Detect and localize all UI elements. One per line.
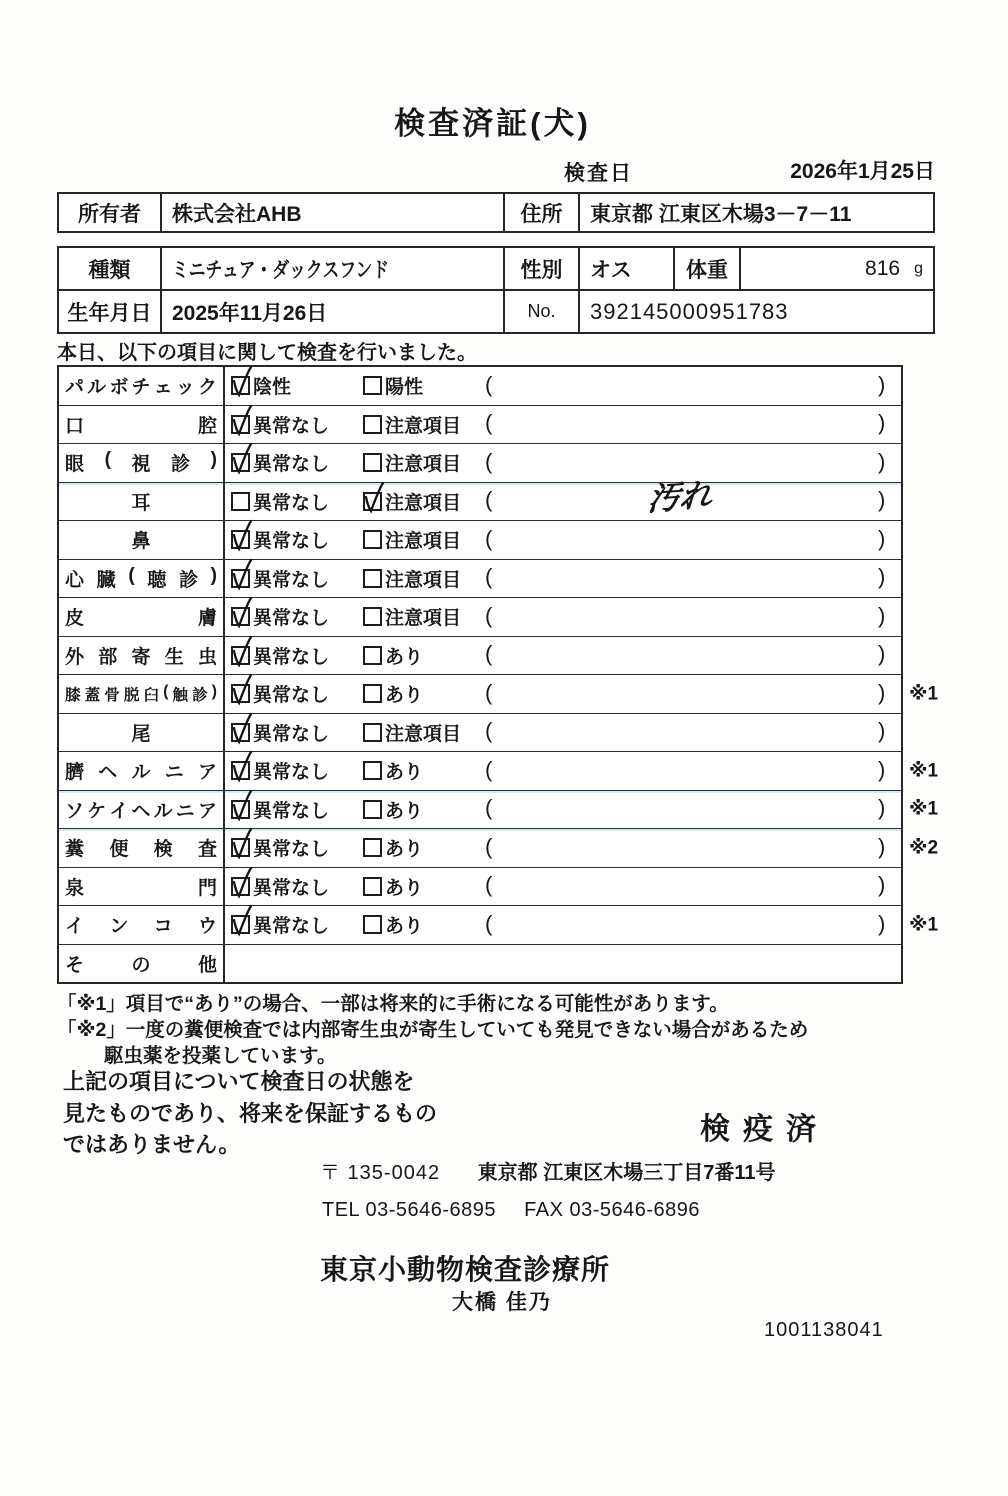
owner-row — [59, 194, 933, 231]
item-label: 眼 ( 視 診 ) — [65, 449, 217, 476]
checkbox — [231, 800, 250, 819]
option-present: あり — [363, 791, 423, 829]
address-value: 東京都 江東区木場3－7－11 — [578, 194, 851, 231]
paren-close: ) — [878, 602, 886, 628]
option-caution: 注意項目 — [363, 521, 461, 559]
handwritten-note — [515, 515, 845, 553]
option-normal: 異常なし — [231, 868, 329, 906]
handwritten-note — [515, 669, 845, 707]
option-present: あり — [363, 868, 423, 906]
option-present: あり — [363, 675, 423, 713]
paren-open: ( — [485, 641, 493, 667]
checkbox — [363, 492, 382, 511]
birth-label: 生年月日 — [67, 301, 152, 325]
weight-label: 体重 — [673, 248, 739, 289]
checkbox — [363, 607, 382, 626]
intro-sentence: 本日、以下の項目に関して検査を行いました。 — [57, 342, 477, 364]
tel-fax-line — [322, 1199, 700, 1222]
weight-value — [739, 248, 933, 289]
clinic-address-line — [320, 1156, 775, 1185]
checklist-row-inkou — [59, 905, 939, 944]
paren-open: ( — [485, 371, 493, 397]
disclaimer: 上記の項目について検査日の状態を 見たものであり、将来を保証するもの ではありません。 — [63, 1069, 438, 1157]
paren-close: ) — [878, 910, 886, 936]
paren-open: ( — [485, 756, 493, 782]
option-normal: 異常なし — [231, 675, 329, 713]
handwritten-note — [515, 361, 845, 399]
checkbox — [231, 569, 250, 588]
checkbox — [231, 915, 250, 934]
checkbox — [231, 877, 250, 896]
checkbox — [363, 684, 382, 703]
option-normal: 異常なし — [231, 906, 329, 944]
paren-open: ( — [485, 718, 493, 744]
breed-label: 種類 — [88, 258, 131, 282]
option-normal: 異常なし — [231, 829, 329, 867]
number-value: 392145000951783 — [578, 291, 789, 332]
check-mark-icon — [361, 480, 387, 516]
paren-close: ) — [878, 448, 886, 474]
weight-unit: g — [914, 259, 923, 277]
option-positive: 陽性 — [363, 367, 423, 405]
checkbox — [231, 453, 250, 472]
paren-open: ( — [485, 910, 493, 936]
handwritten-note: 汚れ — [645, 475, 714, 519]
item-label: 口 腔 — [65, 415, 217, 437]
option-present: あり — [363, 906, 423, 944]
checkbox — [363, 569, 382, 588]
checkbox — [231, 415, 250, 434]
address-label: 住所 — [503, 194, 578, 231]
option-caution: 注意項目 — [363, 444, 461, 482]
breed-row — [59, 248, 933, 289]
checkbox — [363, 915, 382, 934]
check-mark-icon — [229, 518, 255, 554]
option-normal: 異常なし — [231, 714, 329, 752]
street-address: 東京都 江東区木場三丁目7番11号 — [477, 1162, 776, 1184]
check-mark-icon — [229, 557, 255, 593]
paren-open: ( — [485, 564, 493, 590]
handwritten-note — [515, 631, 845, 669]
handwritten-note — [515, 554, 845, 592]
paren-open: ( — [485, 679, 493, 705]
option-normal: 異常なし — [231, 560, 329, 598]
checkbox — [363, 376, 382, 395]
option-negative: 陰性 — [231, 367, 291, 405]
option-normal: 異常なし — [231, 637, 329, 675]
paren-close: ) — [878, 679, 886, 705]
item-label: 糞 便 検 査 — [65, 839, 217, 861]
checkbox — [231, 607, 250, 626]
check-mark-icon — [229, 903, 255, 939]
option-caution: 注意項目 — [363, 483, 461, 521]
check-mark-icon — [229, 441, 255, 477]
pet-info-table — [57, 246, 935, 334]
footnote-mark: ※1 — [909, 683, 939, 705]
option-caution: 注意項目 — [363, 714, 461, 752]
checkbox — [231, 530, 250, 549]
check-mark-icon — [229, 788, 255, 824]
option-present: あり — [363, 829, 423, 867]
footnote-mark: ※1 — [909, 798, 939, 820]
item-label: 泉 門 — [65, 877, 217, 899]
checkbox — [231, 646, 250, 665]
handwritten-note — [515, 862, 845, 900]
tel-number: TEL 03-5646-6895 — [322, 1199, 497, 1221]
quarantine-stamp: 検疫済 — [700, 1113, 829, 1146]
checkbox — [363, 838, 382, 857]
handwritten-note — [515, 746, 845, 784]
exam-date-value: 2026年1月25日 — [790, 160, 935, 183]
handwritten-note — [515, 785, 845, 823]
handwritten-note — [515, 592, 845, 630]
option-normal: 異常なし — [231, 406, 329, 444]
footnote-mark: ※1 — [909, 760, 939, 782]
exam-date-label: 検査日 — [564, 162, 633, 185]
paren-open: ( — [485, 448, 493, 474]
checkbox — [363, 761, 382, 780]
item-label: イ ン コ ウ — [65, 916, 217, 938]
paren-close: ) — [878, 641, 886, 667]
check-mark-icon — [229, 711, 255, 747]
checkbox — [363, 453, 382, 472]
paren-open: ( — [485, 602, 493, 628]
handwritten-note — [515, 438, 845, 476]
item-label: パ ル ボ チ ェ ッ ク — [65, 377, 217, 399]
paren-close: ) — [878, 756, 886, 782]
checkbox — [231, 492, 250, 511]
paren-open: ( — [485, 410, 493, 436]
fax-number: FAX 03-5646-6896 — [524, 1199, 701, 1221]
option-caution: 注意項目 — [363, 406, 461, 444]
paren-close: ) — [878, 872, 886, 898]
item-label: 外 部 寄 生 虫 — [65, 646, 217, 668]
checklist-row-other — [59, 944, 901, 983]
check-mark-icon — [229, 672, 255, 708]
footnote-1: 「※1」項目で“あり”の場合、一部は将来的に手術になる可能性があります。 — [57, 993, 729, 1015]
handwritten-note — [515, 900, 845, 938]
option-normal: 異常なし — [231, 791, 329, 829]
option-normal: 異常なし — [231, 444, 329, 482]
check-mark-icon — [229, 364, 255, 400]
paren-open: ( — [485, 795, 493, 821]
check-mark-icon — [229, 595, 255, 631]
examiner-name: 大橋 佳乃 — [452, 1291, 552, 1314]
paren-open: ( — [485, 872, 493, 898]
paren-close: ) — [878, 833, 886, 859]
handwritten-note — [515, 823, 845, 861]
option-normal: 異常なし — [231, 483, 329, 521]
item-label: 鼻 — [131, 531, 151, 553]
postal-code: 〒 135-0042 — [320, 1162, 441, 1184]
paren-close: ) — [878, 718, 886, 744]
option-normal: 異常なし — [231, 521, 329, 559]
checkbox — [363, 415, 382, 434]
option-caution: 注意項目 — [363, 560, 461, 598]
check-mark-icon — [229, 865, 255, 901]
item-label: 皮 膚 — [65, 608, 217, 630]
checkbox — [231, 838, 250, 857]
footnote-2-continued: 駆虫薬を投薬しています。 — [104, 1045, 337, 1067]
footnote-2: 「※2」一度の糞便検査では内部寄生虫が寄生していても発見できない場合があるため — [57, 1019, 809, 1041]
owner-label: 所有者 — [78, 202, 141, 226]
check-mark-icon — [229, 749, 255, 785]
paren-open: ( — [485, 833, 493, 859]
sex-label: 性別 — [503, 248, 578, 289]
item-label: 耳 — [131, 492, 151, 514]
checkbox — [363, 800, 382, 819]
owner-table — [57, 192, 935, 233]
checkbox — [363, 877, 382, 896]
paren-close: ) — [878, 564, 886, 590]
check-mark-icon — [229, 634, 255, 670]
page-title: 検査済証(犬) — [394, 106, 591, 141]
paren-close: ) — [878, 410, 886, 436]
checkbox — [363, 646, 382, 665]
check-mark-icon — [229, 826, 255, 862]
owner-value: 株式会社AHB — [160, 194, 503, 231]
breed-text: ミニチュア・ダックスフンド — [172, 258, 390, 282]
checkbox — [363, 530, 382, 549]
certificate-number: 1001138041 — [764, 1319, 884, 1341]
paren-close: ) — [878, 795, 886, 821]
paren-close: ) — [878, 371, 886, 397]
checklist-table — [57, 365, 939, 984]
option-caution: 注意項目 — [363, 598, 461, 636]
option-normal: 異常なし — [231, 598, 329, 636]
footnote-mark: ※1 — [909, 914, 939, 936]
breed-value — [160, 248, 503, 289]
paren-open: ( — [485, 487, 493, 513]
item-label: そ の 他 — [65, 954, 217, 976]
handwritten-note — [515, 708, 845, 746]
option-normal: 異常なし — [231, 752, 329, 790]
option-present: あり — [363, 752, 423, 790]
weight-number: 816 — [865, 256, 901, 280]
handwritten-note — [515, 400, 845, 438]
checkbox — [231, 761, 250, 780]
option-present: あり — [363, 637, 423, 675]
checkbox — [231, 376, 250, 395]
number-label: No. — [503, 291, 578, 332]
checkbox — [363, 723, 382, 742]
footnote-mark: ※2 — [909, 837, 939, 859]
item-label: 尾 — [131, 723, 151, 745]
item-label: 膝 蓋 骨 脱 臼 ( 触 診 ) — [65, 682, 217, 704]
item-label: 臍 ヘ ル ニ ア — [65, 762, 217, 784]
paren-close: ) — [878, 525, 886, 551]
sex-value: オス — [578, 248, 673, 289]
clinic-name: 東京小動物検査診療所 — [320, 1254, 611, 1285]
item-label: ソ ケ イ ヘ ル ニ ア — [65, 800, 217, 822]
checkbox — [231, 723, 250, 742]
paren-close: ) — [878, 487, 886, 513]
birth-value: 2025年11月26日 — [160, 291, 503, 332]
item-label: 心 臓 ( 聴 診 ) — [65, 564, 217, 591]
paren-open: ( — [485, 525, 493, 551]
birth-row — [59, 289, 933, 332]
checkbox — [231, 684, 250, 703]
check-mark-icon — [229, 403, 255, 439]
